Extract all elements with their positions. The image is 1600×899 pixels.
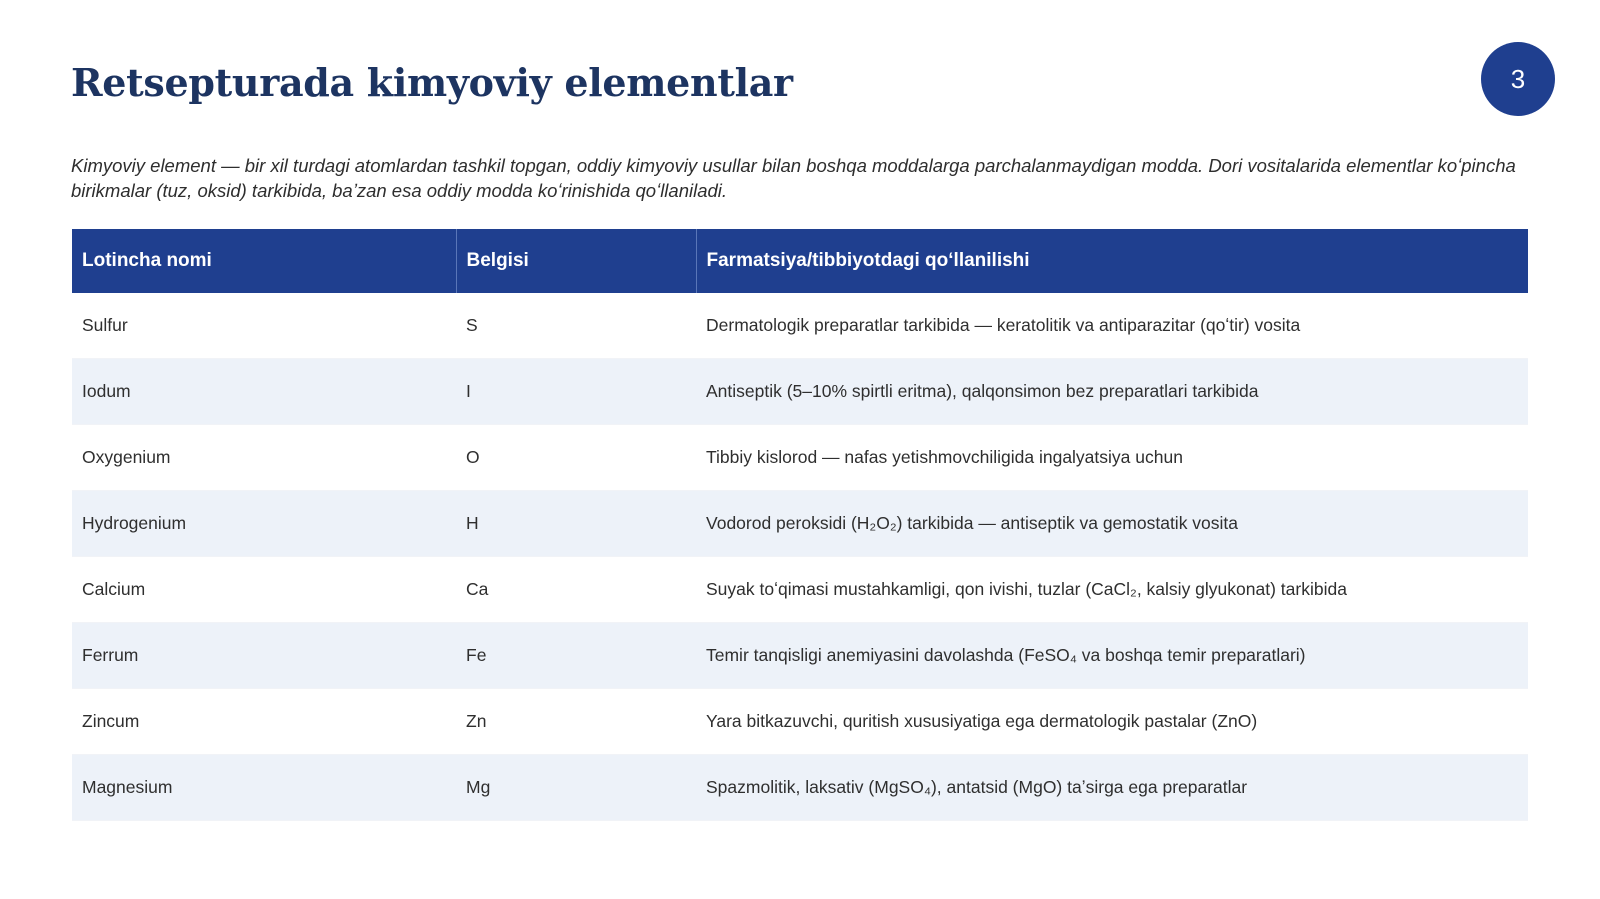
table-row [72, 425, 1528, 491]
cell-symbol: Fe [456, 623, 696, 689]
table-row [72, 359, 1528, 425]
cell-latin-name: Calcium [72, 557, 456, 623]
cell-latin-name: Magnesium [72, 755, 456, 821]
header-symbol: Belgisi [456, 229, 696, 293]
table-row [72, 491, 1528, 557]
cell-usage: Antiseptik (5–10% spirtli eritma), qalqonsimon bez preparatlari tarkibida [696, 359, 1528, 425]
cell-symbol: Ca [456, 557, 696, 623]
cell-usage: Yara bitkazuvchi, quritish xususiyatiga ega dermatologik pastalar (ZnO) [696, 689, 1528, 755]
table-row [72, 623, 1528, 689]
cell-usage: Suyak toʻqimasi mustahkamligi, qon ivishi, tuzlar (CaCl₂, kalsiy glyukonat) tarkibida [696, 557, 1528, 623]
cell-symbol: S [456, 293, 696, 359]
header-usage: Farmatsiya/tibbiyotdagi qoʻllanilishi [696, 229, 1528, 293]
cell-usage: Vodorod peroksidi (H₂O₂) tarkibida — antiseptik va gemostatik vosita [696, 491, 1528, 557]
table-row [72, 293, 1528, 359]
table-row [72, 557, 1528, 623]
table-header-row [72, 229, 1528, 293]
cell-symbol: O [456, 425, 696, 491]
cell-symbol: H [456, 491, 696, 557]
cell-symbol: I [456, 359, 696, 425]
cell-usage: Temir tanqisligi anemiyasini davolashda (FeSO₄ va boshqa temir preparatlari) [696, 623, 1528, 689]
cell-symbol: Mg [456, 755, 696, 821]
cell-latin-name: Sulfur [72, 293, 456, 359]
header-latin-name: Lotincha nomi [72, 229, 456, 293]
cell-usage: Tibbiy kislorod — nafas yetishmovchiligida ingalyatsiya uchun [696, 425, 1528, 491]
elements-table [72, 229, 1528, 821]
cell-usage: Dermatologik preparatlar tarkibida — keratolitik va antiparazitar (qoʻtir) vosita [696, 293, 1528, 359]
cell-latin-name: Ferrum [72, 623, 456, 689]
cell-latin-name: Zincum [72, 689, 456, 755]
cell-symbol: Zn [456, 689, 696, 755]
table-row [72, 755, 1528, 821]
table-row [72, 689, 1528, 755]
page-number-badge: 3 [1481, 42, 1555, 116]
cell-latin-name: Hydrogenium [72, 491, 456, 557]
slide-title: Retsepturada kimyoviy elementlar [71, 60, 793, 105]
cell-latin-name: Iodum [72, 359, 456, 425]
cell-usage: Spazmolitik, laksativ (MgSO₄), antatsid (MgO) taʼsirga ega preparatlar [696, 755, 1528, 821]
intro-paragraph: Kimyoviy element — bir xil turdagi atomlardan tashkil topgan, oddiy kimyoviy usullar bilan boshqa moddalarga parchalanmaydigan modda. Dori vositalarida elementlar koʻpincha birikmalar (tuz, oksid) tarkibida, baʼzan esa oddiy modda koʻrinishida qoʻllaniladi. [71, 155, 1516, 201]
cell-latin-name: Oxygenium [72, 425, 456, 491]
